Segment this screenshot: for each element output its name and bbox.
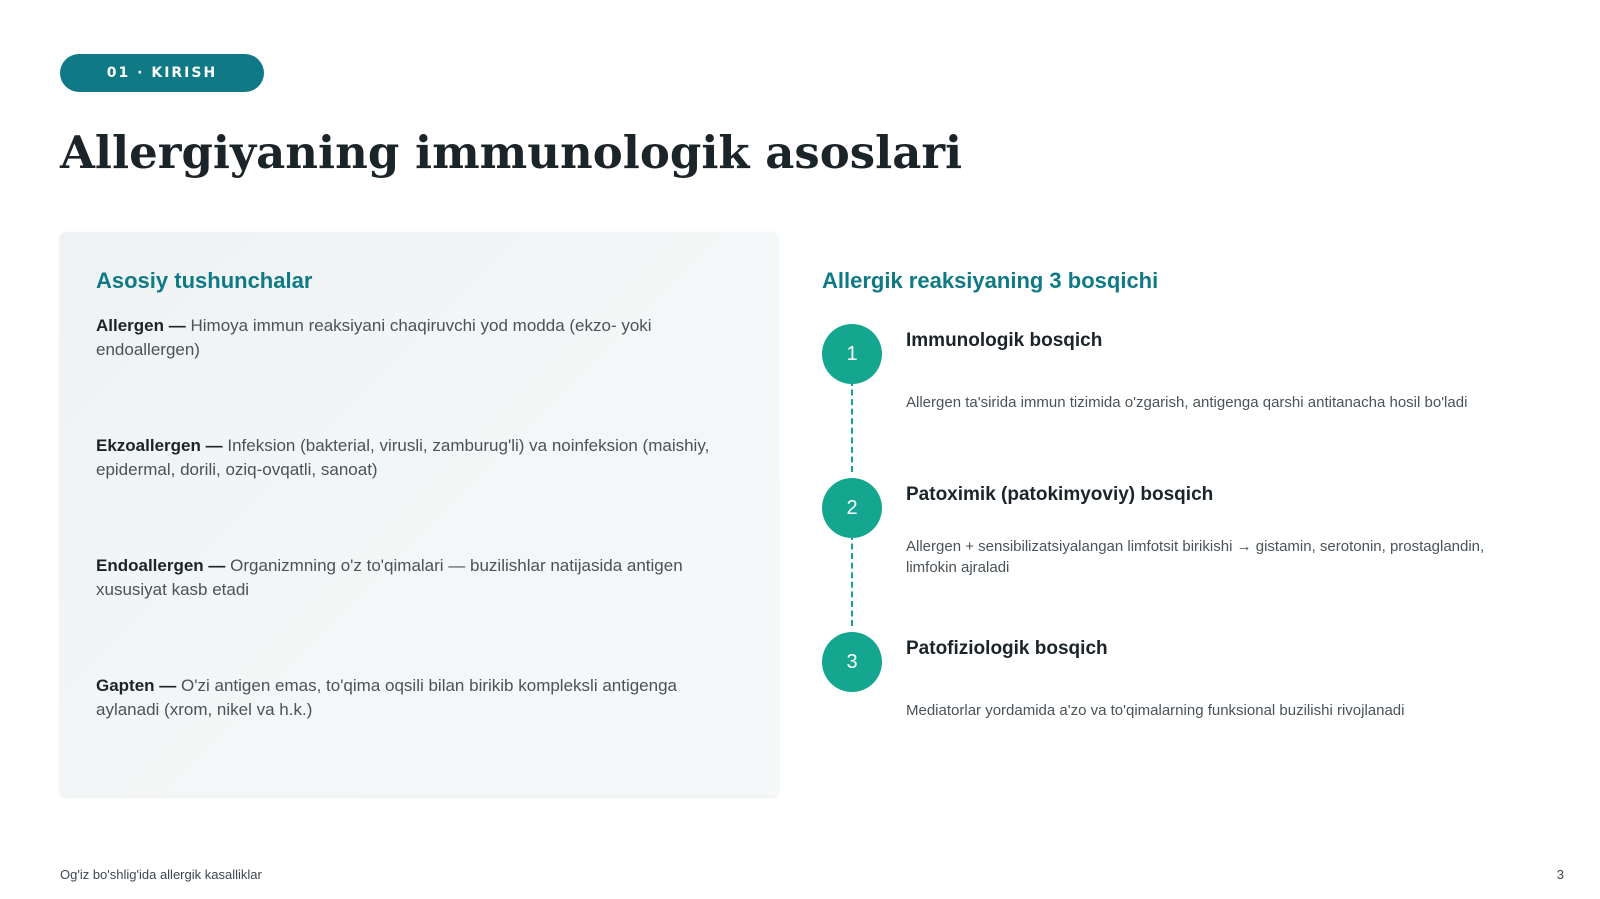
stage-title: Patoximik (patokimyoviy) bosqich [906,484,1214,505]
concept-term: Endoallergen [96,556,204,575]
concept-definition: Organizmning o'z to'qimalari — buzilishlar natijasida antigen xususiyat kasb etadi [96,556,683,599]
stage-number-badge: 3 [822,632,882,692]
concept-term: Allergen [96,316,165,335]
concept-separator: — [208,556,226,575]
key-concepts-card [60,232,778,796]
reaction-stages [822,266,1542,736]
reaction-stages-heading: Allergik reaksiyaning 3 bosqichi [822,268,1159,293]
stage-description: Allergen ta'sirida immun tizimida o'zgarish, antigenga qarshi antitanacha hosil bo'ladi [906,394,1468,411]
stage-description: Mediatorlar yordamida a'zo va to'qimalarning funksional buzilishi rivojlanadi [906,702,1405,719]
timeline-connector [851,534,853,626]
stage-number-badge: 1 [822,324,882,384]
concept-definition: Infeksion (bakterial, virusli, zamburug'li) va noinfeksion (maishiy, epidermal, dorili, oziq-ovqatli, sanoat) [96,436,710,479]
key-concepts-heading: Asosiy tushunchalar [96,268,313,293]
page-number: 3 [1556,867,1564,882]
concept-endoallergen [96,554,736,602]
stage-title: Immunologik bosqich [906,330,1103,351]
concept-separator: — [168,316,186,335]
footer-title: Og'iz bo'shlig'ida allergik kasalliklar [60,867,262,882]
concept-gapten [96,674,736,722]
concept-separator: — [159,676,177,695]
concept-term: Gapten [96,676,155,695]
section-tag: 01 · KIRISH [60,54,264,92]
concept-definition: Himoya immun reaksiyani chaqiruvchi yod modda (ekzo- yoki endoallergen) [96,316,652,359]
concept-definition: O'zi antigen emas, to'qima oqsili bilan birikib kompleksli antigenga aylanadi (xrom, nikel va h.k.) [96,676,677,719]
concept-ekzoallergen [96,434,736,482]
stage-title: Patofiziologik bosqich [906,638,1108,659]
concept-term: Ekzoallergen [96,436,201,455]
concept-allergen [96,314,736,362]
stage-description: Allergen + sensibilizatsiyalangan limfotsit birikishi → gistamin, serotonin, prostaglandin, limfokin ajraladi [906,538,1485,576]
stage-number-badge: 2 [822,478,882,538]
page-title: Allergiyaning immunologik asoslari [60,126,963,179]
timeline-connector [851,380,853,472]
concept-separator: — [205,436,223,455]
